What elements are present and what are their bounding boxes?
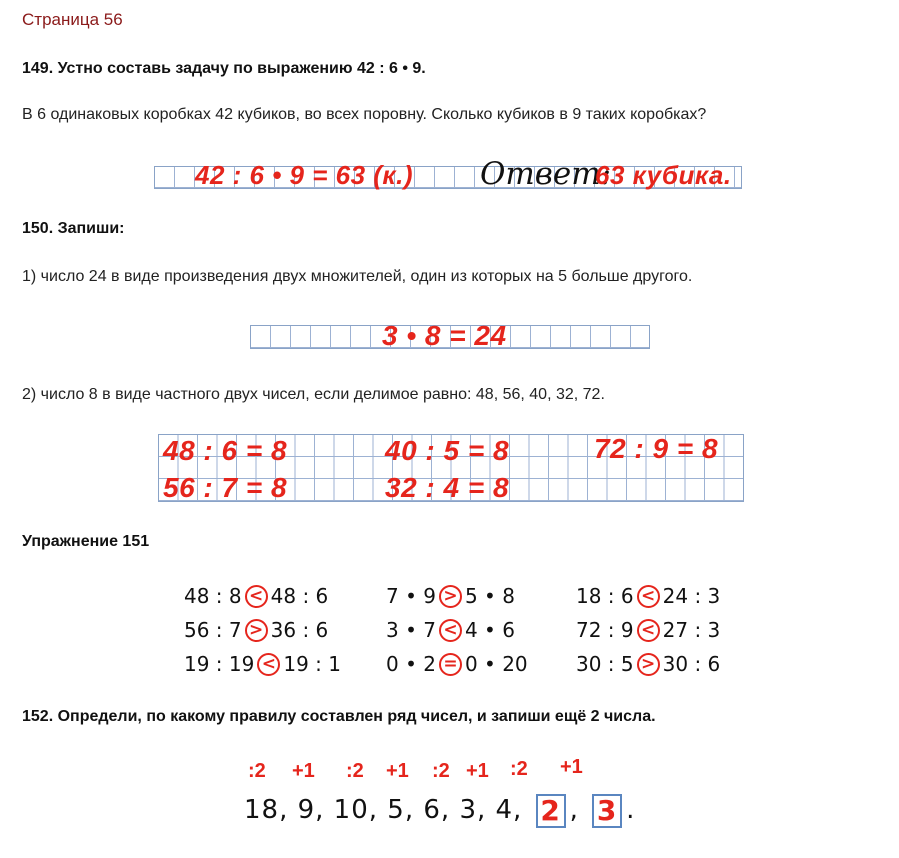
answer-box: 2 <box>536 794 566 828</box>
comparison-sign: > <box>637 653 660 676</box>
exercise-152-heading: 152. Определи, по какому правилу составлен ряд чисел, и запиши ещё 2 числа. <box>22 708 656 725</box>
comparison: 56 : 7 > 36 : 6 <box>184 618 329 642</box>
comparison: 30 : 5 > 30 : 6 <box>576 652 721 676</box>
comparison: 3 • 7 < 4 • 6 <box>386 618 515 642</box>
answer-box: 3 <box>592 794 622 828</box>
operation-label: :2 <box>432 760 450 782</box>
answer-line: 48 : 6 = 8 <box>163 435 288 466</box>
number-sequence: 18, 9, 10, 5, 6, 3, 4, 2 , 3 . <box>244 794 636 827</box>
comparison-sign: < <box>637 585 660 608</box>
operation-label: +1 <box>466 760 489 782</box>
comparison-sign: < <box>245 585 268 608</box>
comparison: 19 : 19 < 19 : 1 <box>184 652 341 676</box>
exercise-149-answer: 63 кубика. <box>595 160 732 190</box>
comparison-sign: = <box>439 653 462 676</box>
exercise-150-item2: 2) число 8 в виде частного двух чисел, если делимое равно: 48, 56, 40, 32, 72. <box>22 386 605 403</box>
comparison: 0 • 2 = 0 • 20 <box>386 652 528 676</box>
exercise-149-solution: 42 : 6 • 9 = 63 (к.) <box>195 160 413 190</box>
operation-label: +1 <box>560 756 583 778</box>
answer-line: 32 : 4 = 8 <box>385 472 510 503</box>
comparison-sign: < <box>439 619 462 642</box>
exercise-150-heading: 150. Запиши: <box>22 220 125 237</box>
page-title: Страница 56 <box>22 10 123 29</box>
answer-label: Ответ: <box>480 156 612 192</box>
answer-line: 40 : 5 = 8 <box>385 435 510 466</box>
exercise-151-heading: Упражнение 151 <box>22 533 150 550</box>
exercise-149-heading: 149. Устно составь задачу по выражению 42 : 6 • 9. <box>22 60 426 77</box>
answer-line: 72 : 9 = 8 <box>594 433 719 464</box>
comparison-sign: > <box>439 585 462 608</box>
operation-label: :2 <box>346 760 364 782</box>
comparison: 7 • 9 > 5 • 8 <box>386 584 515 608</box>
exercise-150-item1: 1) число 24 в виде произведения двух множителей, один из которых на 5 больше другого. <box>22 268 693 285</box>
comparison: 72 : 9 < 27 : 3 <box>576 618 721 642</box>
operation-label: +1 <box>292 760 315 782</box>
exercise-149-text: В 6 одинаковых коробках 42 кубиков, во всех поровну. Сколько кубиков в 9 таких коробках? <box>22 106 707 123</box>
comparison-sign: < <box>637 619 660 642</box>
operation-label: +1 <box>386 760 409 782</box>
comparison-sign: < <box>257 653 280 676</box>
comparison: 18 : 6 < 24 : 3 <box>576 584 721 608</box>
answer-line: 56 : 7 = 8 <box>163 472 288 503</box>
comparison-sign: > <box>245 619 268 642</box>
comparison: 48 : 8 < 48 : 6 <box>184 584 329 608</box>
operation-label: :2 <box>248 760 266 782</box>
operation-label: :2 <box>510 758 528 780</box>
exercise-150-item1-answer: 3 • 8 = 24 <box>382 320 507 351</box>
